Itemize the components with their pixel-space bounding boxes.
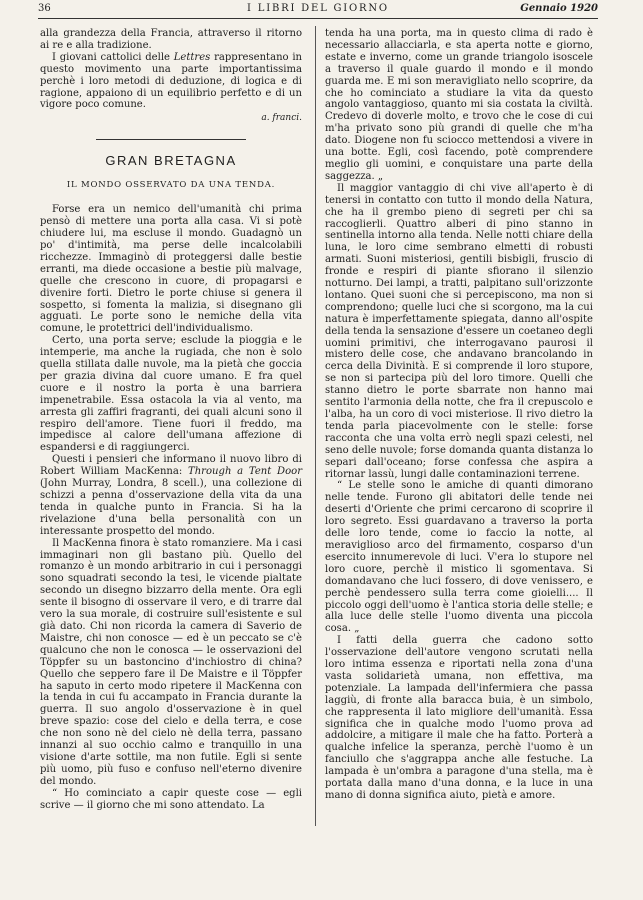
journal-title-lettres: Lettres bbox=[173, 51, 211, 63]
prev-article-paragraph: I giovani cattolici delle Lettres rappresentano in questo movimento una parte importantissima perchè i loro metodi di deduzione, di logica e di ragione, appaiono di un equilibrio perfetto e di un vigore poco comune. bbox=[40, 51, 303, 111]
prev-article-paragraph: alla grandezza della Francia, attraverso il ritorno ai re e alla tradizione. bbox=[40, 28, 302, 51]
left-column bbox=[40, 28, 302, 811]
section-divider bbox=[96, 139, 246, 140]
page-header bbox=[38, 2, 598, 16]
article-paragraph: I fatti della guerra che cadono sotto l'osservazione dell'autore vengono scrutati nella loro intima essenza e riportati nella zona d'una vasta solidarietà umana, non effettiva, ma potenziale. La lampada dell'infermiera che passa laggiù, di fronte alla baracca buia, è un simbolo, che rappresenta il lato migliore dell'umanità. Essa significa che in qualche modo l'uomo prova ad addolcire, a mitigare il male che ha fatto. Porterà a qualche infelice la speranza, perchè l'uomo è un fanciullo che s'aggrappa anche alle festuche. La lampada è un'ombra a paragone d'una stella, ma è portata dalla mano d'una donna, e la luce in una mano di donna significa aiuto, pietà e amore. bbox=[325, 635, 593, 801]
article-paragraph: “ Le stelle sono le amiche di quanti dimorano nelle tende. Furono gli abitatori delle tende nei deserti d'Oriente che primi cercarono di scoprire il loro segreto. Essi guardavano a traverso la porta delle loro tende, come io faccio la notte, al meraviglioso arco del firmamento, cosparso d'un esercito innumerevole di luci. V'era lo stupore nel loro cuore, perchè il mistico li sgomentava. Si domandavano che luci fossero, di dove venissero, e perchè pendessero sulla terra come gioielli.... Il piccolo oggi dell'uomo è l'antica storia delle stelle; e alla luce delle stelle l'uomo diventa una piccola cosa. „ bbox=[325, 480, 593, 635]
header-rule bbox=[38, 18, 598, 19]
right-column bbox=[325, 28, 593, 802]
article-title: IL MONDO OSSERVATO DA UNA TENDA. bbox=[66, 180, 276, 191]
article-paragraph: Certo, una porta serve; esclude la pioggia e le intemperie, ma anche la rugiada, che non è solo quella stillata dalle nuvole, ma la pietà che goccia per grazia divina dal cuore umano. E fra quel cuore e il nostro la porta è una barriera impenetrabile. Essa ostacola la via al vento, ma arresta gli zaffiri fragranti, dei quali alcuni sono il respiro dell'amore. Tiene fuori il freddo, ma impedisce al calore dell'umana affezione di espandersi e di raggiungerci. bbox=[40, 335, 302, 454]
article-paragraph: Il MacKenna finora è stato romanziere. Ma i casi immaginari non gli bastano più. Quello del romanzo è un mondo arbitrario in cui i personaggi sono squadrati secondo la tesi, le vicende pialtate secondo un disegno bizzarro della mente. Ora egli sente il bisogno di osservare il vero, e di trarre dal vero la sua morale, di costruire sull'esistente e sul già dato. Chi non ricorda la camera di Saverio de Maistre, chi non conosce — ed è un peccato se c'è qualcuno che non le conosca — le osservazioni del Töppfer su un bastoncino d'inchiostro di china? Quello che seppero fare il De Maistre e il Töppfer ha saputo in certo modo ripetere il MacKenna con la tenda in cui fu accampato in Francia durante la guerra. Il suo angolo d'osservazione è in quel breve spazio: cose del cielo e della terra, e cose che non sono nè del cielo nè della terra, passano innanzi al suo occhio calmo e tranquillo in una visione d'arte sottile, ma non futile. Egli si sente più uomo, più fuso e confuso nell'eterno divenire del mondo. bbox=[40, 537, 302, 787]
section-title: GRAN BRETAGNA bbox=[105, 153, 237, 169]
column-separator bbox=[315, 26, 316, 826]
article-paragraph: “ Ho cominciato a capir queste cose — egli scrive — il giorno che mi sono attendato. La bbox=[40, 787, 302, 811]
article-paragraph: Il maggior vantaggio di chi vive all'aperto è di tenersi in contatto con tutto il mondo della Natura, che ha il grembo pieno di segreti per chi sa raccoglierli. Quattro alberi di pino stanno in sentinella intorno alla tenda. Nelle notti chiare della luna, le loro cime sembrano elmetti di robusti armati. Suoni misteriosi, gentili bisbigli, fruscio di fronde e respiri di piante sfiorano il silenzio notturno. Dei lampi, a tratti, palpitano sull'orizzonte lontano. Quei suoni che si percepiscono, ma non si comprendono; quelle luci che si scorgono, ma la cui natura è imperfettamente spiegata, danno all'ospite della tenda la sensazione d'essere un coetaneo degli uomini primitivi, che interrogavano paurosi il mistero delle cose, che andavano brancolando in cerca della Divinità. E si comprende il loro stupore, se non si partecipa più del loro timore. Quelli che stanno dietro le porte sbarrate non hanno mai sentito l'armonia della notte, che fra il crepuscolo e l'alba, ha un coro di voci misteriose. Il rivo dietro la tenda parla piacevolmente con le stelle: forse racconta che una volta errò negli spazi celesti, nel seno delle nuvole; forse domanda quanta distanza lo separi dall'oceano; forse confessa che aspira a ritornar lassù, lungi dalle contaminazioni terrene. bbox=[325, 182, 593, 480]
article-paragraph: tenda ha una porta, ma in questo clima di rado è necessario allacciarla, e sta aperta notte e giorno, estate e inverno, come un grande triangolo isoscele a traverso il quale guardo il mondo e il mondo guarda me. E mi son meravigliato nello scoprire, da che ho cominciato a studiare la vita da questo angolo vantaggioso, quanto mi sia costata la civiltà. Credevo di doverle molto, e trovo che le cose di cui m'ha privato sono più grandi di quelle che m'ha dato. Diogene non fu sciocco mettendosi a vivere in una botte. Egli, così facendo, potè comprendere meglio gli uomini, e conquistare una parte della saggezza. „ bbox=[325, 28, 593, 182]
issue-date: Gennaio 1920 bbox=[520, 3, 598, 14]
book-title: Through a Tent Door bbox=[188, 466, 302, 478]
page-number: 36 bbox=[38, 3, 51, 14]
running-title: I LIBRI DEL GIORNO bbox=[247, 3, 389, 14]
article-paragraph: Forse era un nemico dell'umanità chi prima pensò di mettere una porta alla casa. Vi si potè chiudere lui, ma escluse il mondo. Guadagnò un po' d'intimità, ma perse delle incalcolabili ricchezze. Immaginò di proteggersi dalle bestie erranti, ma diede occasione a bestie più malvage, quelle che crescono in cuore, di propagarsi e divenire forti. Dietro le porte chiuse si genera il sospetto, si fomenta la malizia, si disegnano gli agguati. Le porte sono le nemiche della vita comune, le protettrici dell'individualismo. bbox=[40, 204, 302, 335]
article-paragraph: Questi i pensieri che informano il nuovo libro di Robert William MacKenna: Through a Tent Door (John Murray, Londra, 8 scell.), una collezione di schizzi a penna d'osservazione della vita da una tenda in qualche punto in Francia. Si ha la rivelazione d'una bella personalità con un interessante prospetto del mondo. bbox=[40, 454, 302, 537]
prev-article-signature: a. franci. bbox=[261, 113, 302, 124]
